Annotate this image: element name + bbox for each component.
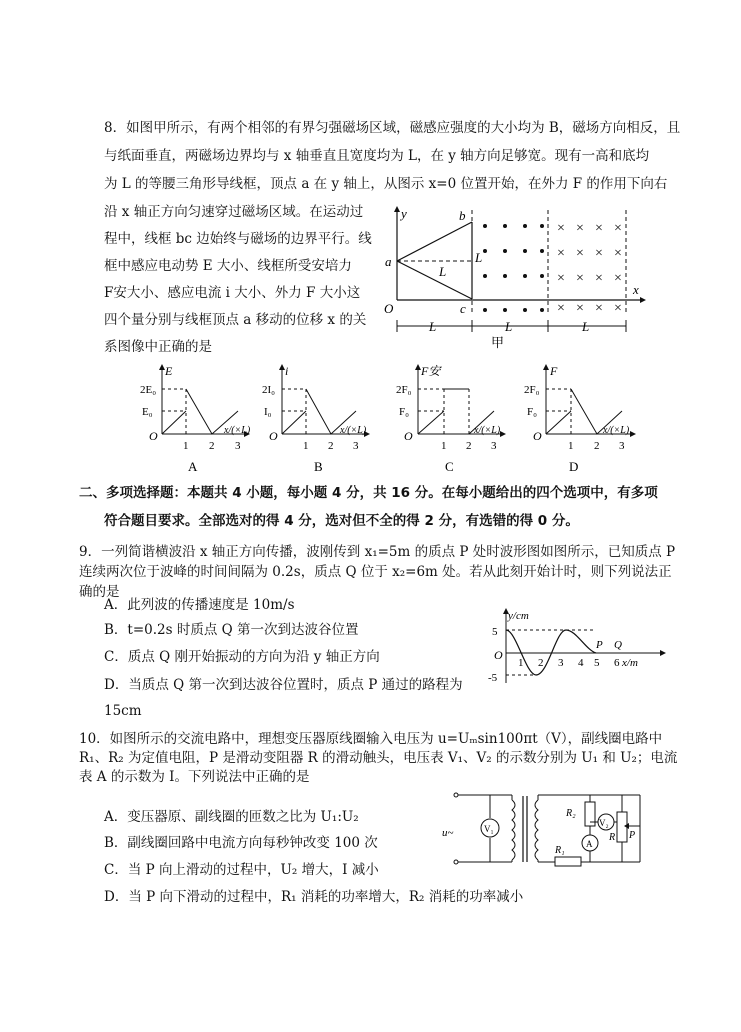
q9-option-b: B．t=0.2s 时质点 Q 第一次到达波谷位置 [104, 622, 359, 638]
q9-option-a: A．此列波的传播速度是 10m/s [104, 597, 295, 613]
q8-figure-jia [378, 200, 648, 350]
svg-text:F: F [550, 364, 558, 378]
q10-line: 表 A 的示数为 I。下列说法中正确的是 [79, 769, 310, 785]
vertex-a-label: a [385, 254, 392, 269]
vertex-b-label: b [459, 208, 466, 223]
q10-option-c: C．当 P 向上滑动的过程中，U₂ 增大，I 减小 [104, 862, 379, 878]
q10-option-b: B．副线圈回路中电流方向每秒钟改变 100 次 [104, 835, 378, 851]
svg-text:5: 5 [594, 657, 600, 669]
q10-option-d: D．当 P 向下滑动的过程中，R₁ 消耗的功率增大，R₂ 消耗的功率减小 [104, 889, 524, 905]
svg-text:P: P [596, 639, 603, 651]
option-letter: D [569, 459, 579, 474]
svg-text:2: 2 [328, 440, 334, 452]
q8-line: 沿 x 轴正方向匀速穿过磁场区域。在运动过 [104, 204, 364, 220]
vertex-c-label: c [460, 301, 466, 316]
q10-circuit-diagram [440, 788, 670, 870]
svg-text:×: × [595, 271, 603, 286]
svg-text:2I₀: 2I₀ [262, 384, 275, 396]
svg-text:3: 3 [353, 440, 359, 452]
field-dots [483, 224, 544, 312]
svg-text:5: 5 [492, 626, 498, 638]
svg-text:×: × [576, 301, 584, 316]
svg-text:-5: -5 [488, 672, 498, 684]
svg-text:×: × [557, 221, 565, 236]
svg-text:x/(×L): x/(×L) [340, 425, 367, 436]
svg-text:x/m: x/m [622, 657, 638, 669]
svg-text:F₀: F₀ [399, 406, 409, 418]
svg-text:×: × [576, 221, 584, 236]
option-letter: C [445, 459, 454, 474]
svg-text:×: × [595, 301, 603, 316]
svg-text:1: 1 [303, 440, 309, 452]
q9-line: 9．一列简谐横波沿 x 轴正方向传播，波刚传到 x₁=5m 的质点 P 处时波形图如图所示，已知质点 P [79, 544, 676, 560]
svg-text:×: × [595, 221, 603, 236]
q8-line: 与纸面垂直，两磁场边界均与 x 轴垂直且宽度均为 L，在 y 轴方向足够宽。现有一高和底均 [104, 148, 650, 164]
svg-text:V₁: V₁ [484, 824, 494, 834]
svg-text:Q: Q [614, 639, 622, 651]
svg-text:y/cm: y/cm [508, 610, 529, 622]
svg-text:1: 1 [568, 440, 574, 452]
svg-text:F₀: F₀ [527, 406, 537, 418]
svg-text:F安: F安 [421, 364, 441, 378]
svg-text:2E₀: 2E₀ [140, 384, 157, 396]
q9-option-d: D．当质点 Q 第一次到达波谷位置时，质点 P 通过的路程为 [104, 677, 463, 693]
section-heading: 符合题目要求。全部选对的得 4 分，选对但不全的得 2 分，有选错的得 0 分。 [104, 513, 579, 529]
svg-text:3: 3 [491, 440, 497, 452]
q8-line: 程中，线框 bc 边始终与磁场的边界平行。线 [104, 231, 372, 247]
svg-text:L: L [505, 319, 513, 334]
svg-text:1: 1 [518, 657, 524, 669]
svg-text:L: L [582, 319, 590, 334]
svg-text:2F₀: 2F₀ [396, 384, 412, 396]
svg-text:R: R [609, 832, 616, 843]
q8-line: F安大小、感应电流 i 大小、外力 F 大小这 [104, 285, 361, 301]
q10-line: 10．如图所示的交流电路中，理想变压器原线圈输入电压为 u=Uₘsin100πt（V），副线圈电路中 [79, 731, 663, 747]
axis-x-label: x [633, 282, 639, 297]
svg-text:O: O [149, 429, 158, 443]
svg-text:×: × [595, 246, 603, 261]
svg-text:x/(×L): x/(×L) [224, 425, 250, 436]
q9-line: 连续两次位于波峰的时间间隔为 0.2s，质点 Q 位于 x₂=6m 处。若从此刻开始计时，则下列说法正 [79, 564, 672, 580]
svg-text:E: E [165, 364, 173, 378]
section-heading: 二、多项选择题：本题共 4 小题，每小题 4 分，共 16 分。在每小题给出的四个选项中，有多项 [79, 485, 658, 501]
svg-text:3: 3 [558, 657, 564, 669]
svg-text:P: P [629, 830, 636, 841]
svg-text:i: i [285, 364, 289, 378]
svg-text:L: L [439, 264, 447, 279]
q8-option-c-graph [395, 362, 515, 477]
svg-text:×: × [614, 301, 622, 316]
svg-text:2: 2 [466, 440, 472, 452]
svg-text:×: × [614, 271, 622, 286]
svg-text:×: × [576, 271, 584, 286]
q10-line: R₁、R₂ 为定值电阻，P 是滑动变阻器 R 的滑动触头，电压表 V₁、V₂ 的示数分别为 U₁ 和 U₂；电流 [79, 750, 678, 766]
q9-option-d-tail: 15cm [104, 703, 142, 719]
svg-text:×: × [557, 301, 565, 316]
svg-text:A: A [586, 839, 593, 849]
svg-text:O: O [404, 429, 413, 443]
svg-text:R₂: R₂ [566, 808, 576, 819]
q10-option-a: A．变压器原、副线圈的匝数之比为 U₁:U₂ [104, 809, 359, 825]
svg-text:1: 1 [441, 440, 447, 452]
q9-option-c: C．质点 Q 刚开始振动的方向为沿 y 轴正方向 [104, 649, 380, 665]
svg-text:2: 2 [538, 657, 544, 669]
q8-option-a-graph [140, 362, 250, 477]
svg-text:×: × [576, 246, 584, 261]
q8-option-d-graph [524, 362, 654, 477]
q9-wave-graph [484, 604, 674, 684]
q8-line: 四个量分别与线框顶点 a 移动的位移 x 的关 [104, 312, 367, 328]
svg-text:2F₀: 2F₀ [524, 384, 540, 396]
svg-text:u~: u~ [442, 827, 454, 839]
option-letter: A [188, 459, 198, 474]
svg-text:×: × [557, 271, 565, 286]
axis-y-label: y [401, 206, 407, 221]
svg-text:4: 4 [578, 657, 584, 669]
svg-text:x/(×L): x/(×L) [603, 425, 630, 436]
svg-text:L: L [429, 319, 437, 334]
svg-text:2: 2 [594, 440, 600, 452]
svg-text:O: O [269, 429, 278, 443]
svg-text:3: 3 [235, 440, 241, 452]
q9-line: 确的是 [79, 584, 120, 600]
svg-text:O: O [494, 648, 503, 662]
svg-text:1: 1 [183, 440, 189, 452]
origin-label: O [384, 301, 394, 316]
svg-text:6: 6 [614, 657, 620, 669]
q8-line: 框中感应电动势 E 大小、线框所受安培力 [104, 258, 352, 274]
q8-line: 为 L 的等腰三角形导线框，顶点 a 在 y 轴上，从图示 x=0 位置开始，在外力 F 的作用下向右 [104, 176, 668, 192]
figure-caption: 甲 [491, 335, 505, 350]
q8-line: 系图像中正确的是 [104, 339, 212, 355]
svg-text:O: O [533, 429, 542, 443]
svg-text:×: × [557, 246, 565, 261]
svg-text:R₁: R₁ [555, 845, 565, 856]
svg-text:2: 2 [209, 440, 215, 452]
svg-text:V₂: V₂ [599, 818, 609, 828]
svg-text:L: L [475, 250, 483, 265]
svg-text:x/(×L): x/(×L) [474, 425, 501, 436]
svg-text:3: 3 [619, 440, 625, 452]
q8-option-b-graph [262, 362, 374, 477]
q8-line: 8．如图甲所示，有两个相邻的有界匀强磁场区域，磁感应强度的大小均为 B，磁场方向相反，且 [104, 120, 681, 136]
svg-text:E₀: E₀ [142, 406, 153, 418]
option-letter: B [314, 459, 323, 474]
svg-text:×: × [614, 221, 622, 236]
field-crosses [557, 221, 622, 316]
svg-text:I₀: I₀ [264, 406, 272, 418]
svg-text:×: × [614, 246, 622, 261]
